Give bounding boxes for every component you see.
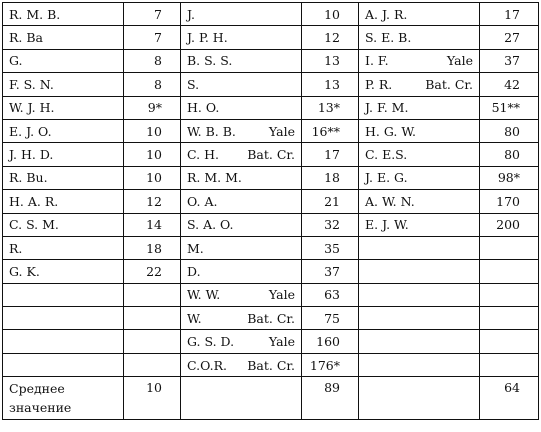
initials-cell bbox=[181, 307, 302, 330]
value-cell: 8 bbox=[124, 73, 181, 96]
value-cell bbox=[480, 236, 539, 259]
initials-cell bbox=[359, 190, 480, 213]
value-cell bbox=[124, 307, 181, 330]
initials-text: P. R. bbox=[365, 76, 393, 92]
initials-cell bbox=[181, 353, 302, 376]
initials-cell bbox=[3, 283, 124, 306]
initials-cell bbox=[3, 73, 124, 96]
value-cell: 17 bbox=[480, 3, 539, 26]
table-row bbox=[3, 213, 539, 236]
initials-text: C.O.R. bbox=[187, 357, 227, 373]
value-cell: 7 bbox=[124, 3, 181, 26]
value-cell: 21 bbox=[302, 190, 359, 213]
affiliation-text: Yale bbox=[268, 123, 295, 139]
mean-row bbox=[3, 377, 539, 420]
initials-cell bbox=[3, 143, 124, 166]
value-cell: 12 bbox=[302, 26, 359, 49]
initials-cell bbox=[181, 73, 302, 96]
initials-cell bbox=[3, 26, 124, 49]
initials-cell bbox=[181, 330, 302, 353]
initials-text: J. F. M. bbox=[365, 100, 409, 116]
value-cell: 12 bbox=[124, 190, 181, 213]
initials-cell bbox=[359, 236, 480, 259]
initials-cell bbox=[359, 143, 480, 166]
table-row bbox=[3, 143, 539, 166]
table-row bbox=[3, 190, 539, 213]
value-cell bbox=[124, 330, 181, 353]
value-cell: 17 bbox=[302, 143, 359, 166]
initials-cell bbox=[3, 307, 124, 330]
table-body bbox=[3, 3, 539, 420]
value-cell bbox=[480, 307, 539, 330]
initials-text: S. A. O. bbox=[187, 217, 234, 233]
affiliation-text: Bat. Cr. bbox=[247, 357, 295, 373]
initials-cell bbox=[181, 166, 302, 189]
value-cell: 16** bbox=[302, 119, 359, 142]
initials-text: F. S. N. bbox=[9, 76, 54, 92]
initials-cell bbox=[359, 26, 480, 49]
table-row bbox=[3, 330, 539, 353]
value-cell: 10 bbox=[124, 166, 181, 189]
initials-cell bbox=[181, 236, 302, 259]
value-cell: 14 bbox=[124, 213, 181, 236]
initials-text: M. bbox=[187, 240, 204, 256]
value-cell: 75 bbox=[302, 307, 359, 330]
affiliation-text: Yale bbox=[446, 53, 473, 69]
value-cell: 8 bbox=[124, 49, 181, 72]
initials-cell bbox=[181, 190, 302, 213]
initials-cell bbox=[181, 143, 302, 166]
mean-empty-cell bbox=[359, 377, 480, 420]
initials-text: A. J. R. bbox=[365, 6, 408, 22]
initials-cell bbox=[181, 3, 302, 26]
value-cell bbox=[480, 330, 539, 353]
initials-cell bbox=[181, 213, 302, 236]
initials-text: H. O. bbox=[187, 100, 220, 116]
initials-cell bbox=[181, 119, 302, 142]
initials-text: H. A. R. bbox=[9, 193, 59, 209]
affiliation-text: Bat. Cr. bbox=[425, 76, 473, 92]
affiliation-text: Yale bbox=[268, 334, 295, 350]
initials-cell bbox=[181, 26, 302, 49]
value-cell: 63 bbox=[302, 283, 359, 306]
initials-cell bbox=[181, 49, 302, 72]
initials-text: J. bbox=[187, 6, 196, 22]
table-row bbox=[3, 3, 539, 26]
initials-text: H. G. W. bbox=[365, 123, 416, 139]
value-cell bbox=[480, 283, 539, 306]
mean-label: Среднее значение bbox=[3, 377, 124, 420]
value-cell: 18 bbox=[302, 166, 359, 189]
initials-text: J. H. D. bbox=[9, 147, 54, 163]
value-cell: 18 bbox=[124, 236, 181, 259]
initials-text: A. W. N. bbox=[365, 193, 415, 209]
value-cell: 200 bbox=[480, 213, 539, 236]
value-cell: 27 bbox=[480, 26, 539, 49]
initials-text: S. E. B. bbox=[365, 30, 412, 46]
value-cell: 32 bbox=[302, 213, 359, 236]
affiliation-text: Bat. Cr. bbox=[247, 310, 295, 326]
initials-text: W. J. H. bbox=[9, 100, 55, 116]
value-cell: 37 bbox=[480, 49, 539, 72]
value-cell: 7 bbox=[124, 26, 181, 49]
initials-text: D. bbox=[187, 263, 201, 279]
value-cell: 10 bbox=[124, 119, 181, 142]
initials-cell bbox=[359, 283, 480, 306]
initials-cell bbox=[359, 3, 480, 26]
initials-text: S. bbox=[187, 76, 200, 92]
value-cell bbox=[124, 283, 181, 306]
initials-text: J. P. H. bbox=[187, 30, 228, 46]
initials-text: R. M. M. bbox=[187, 170, 242, 186]
initials-cell bbox=[3, 213, 124, 236]
initials-cell bbox=[359, 260, 480, 283]
mean-value-group-2: 89 bbox=[302, 377, 359, 420]
table-row bbox=[3, 26, 539, 49]
initials-text: G. K. bbox=[9, 263, 40, 279]
initials-cell bbox=[359, 166, 480, 189]
value-cell: 80 bbox=[480, 143, 539, 166]
value-cell: 35 bbox=[302, 236, 359, 259]
initials-text: G. S. D. bbox=[187, 334, 235, 350]
value-cell: 22 bbox=[124, 260, 181, 283]
value-cell: 160 bbox=[302, 330, 359, 353]
value-cell bbox=[480, 260, 539, 283]
initials-cell bbox=[3, 236, 124, 259]
value-cell: 37 bbox=[302, 260, 359, 283]
initials-cell bbox=[3, 190, 124, 213]
initials-cell bbox=[359, 49, 480, 72]
initials-cell bbox=[181, 96, 302, 119]
initials-text: G. bbox=[9, 53, 23, 69]
initials-text: O. A. bbox=[187, 193, 218, 209]
affiliation-text: Yale bbox=[268, 287, 295, 303]
value-cell: 42 bbox=[480, 73, 539, 96]
initials-cell bbox=[359, 353, 480, 376]
initials-cell bbox=[3, 119, 124, 142]
initials-text: W. W. bbox=[187, 287, 221, 303]
mean-value-group-3: 64 bbox=[480, 377, 539, 420]
initials-cell bbox=[3, 166, 124, 189]
table-row bbox=[3, 119, 539, 142]
table-row bbox=[3, 96, 539, 119]
initials-cell bbox=[181, 283, 302, 306]
initials-cell bbox=[3, 3, 124, 26]
initials-text: E. J. O. bbox=[9, 123, 52, 139]
initials-cell bbox=[359, 307, 480, 330]
initials-text: B. S. S. bbox=[187, 53, 233, 69]
table-row bbox=[3, 49, 539, 72]
value-cell: 9* bbox=[124, 96, 181, 119]
table-row bbox=[3, 307, 539, 330]
mean-value-group-1: 10 bbox=[124, 377, 181, 420]
initials-text: R. bbox=[9, 240, 23, 256]
initials-cell bbox=[359, 96, 480, 119]
data-table bbox=[2, 2, 539, 420]
value-cell bbox=[124, 353, 181, 376]
value-cell: 10 bbox=[124, 143, 181, 166]
table-row bbox=[3, 73, 539, 96]
initials-text: R. M. B. bbox=[9, 6, 61, 22]
initials-text: W. bbox=[187, 310, 202, 326]
initials-cell bbox=[3, 353, 124, 376]
affiliation-text: Bat. Cr. bbox=[247, 147, 295, 163]
initials-cell bbox=[359, 119, 480, 142]
value-cell: 13* bbox=[302, 96, 359, 119]
initials-text: C. E.S. bbox=[365, 147, 408, 163]
value-cell: 98* bbox=[480, 166, 539, 189]
table-row bbox=[3, 353, 539, 376]
initials-text: C. H. bbox=[187, 147, 219, 163]
initials-cell bbox=[3, 260, 124, 283]
value-cell: 170 bbox=[480, 190, 539, 213]
value-cell: 80 bbox=[480, 119, 539, 142]
initials-cell bbox=[3, 96, 124, 119]
initials-cell bbox=[359, 213, 480, 236]
initials-text: W. B. B. bbox=[187, 123, 236, 139]
initials-text: R. Ba bbox=[9, 30, 43, 46]
initials-text: I. F. bbox=[365, 53, 389, 69]
value-cell bbox=[480, 353, 539, 376]
initials-text: C. S. M. bbox=[9, 217, 59, 233]
value-cell: 51** bbox=[480, 96, 539, 119]
initials-text: J. E. G. bbox=[365, 170, 408, 186]
initials-cell bbox=[3, 330, 124, 353]
initials-cell bbox=[3, 49, 124, 72]
value-cell: 13 bbox=[302, 49, 359, 72]
initials-text: E. J. W. bbox=[365, 217, 409, 233]
initials-cell bbox=[359, 330, 480, 353]
initials-cell bbox=[359, 73, 480, 96]
table-row bbox=[3, 166, 539, 189]
value-cell: 10 bbox=[302, 3, 359, 26]
initials-cell bbox=[181, 260, 302, 283]
value-cell: 13 bbox=[302, 73, 359, 96]
value-cell: 176* bbox=[302, 353, 359, 376]
table-row bbox=[3, 283, 539, 306]
mean-empty-cell bbox=[181, 377, 302, 420]
initials-text: R. Bu. bbox=[9, 170, 48, 186]
table-row bbox=[3, 260, 539, 283]
table-row bbox=[3, 236, 539, 259]
